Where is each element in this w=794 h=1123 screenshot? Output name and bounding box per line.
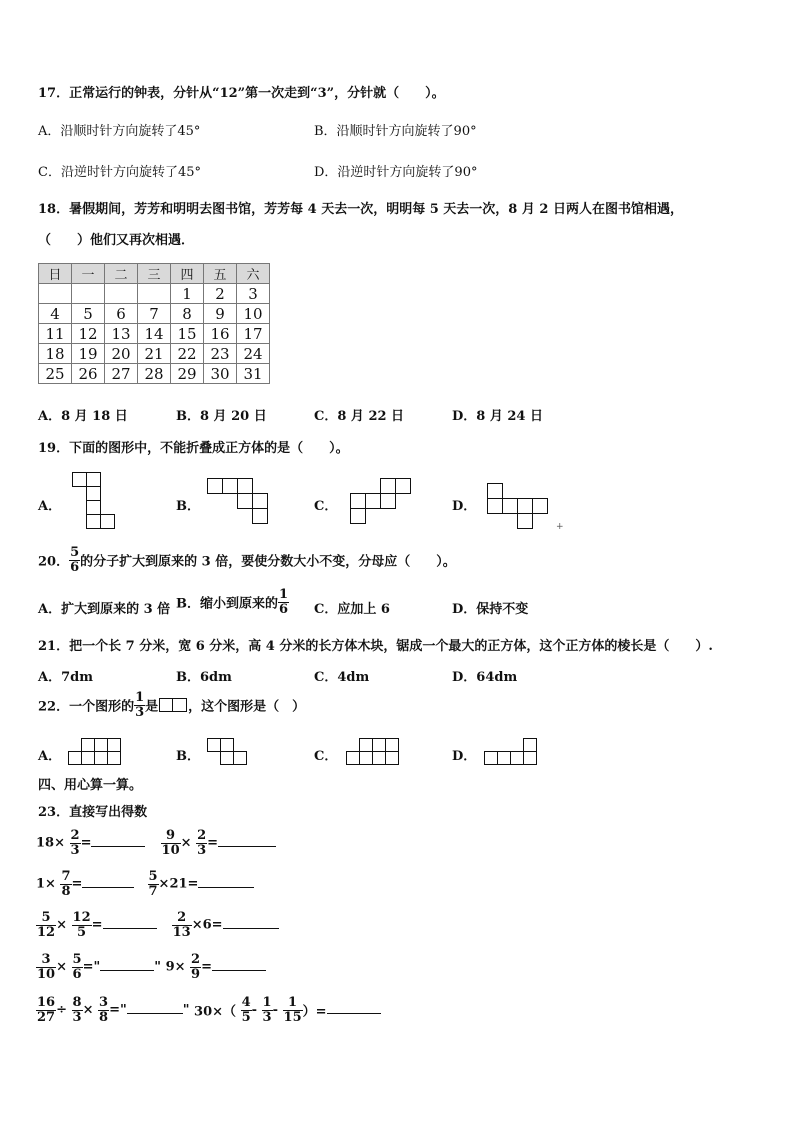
calc-row-1: [36, 829, 276, 857]
calc-row-2: [36, 870, 254, 898]
calc-text: ": [182, 1002, 190, 1018]
frac-num: 12: [72, 910, 91, 925]
calendar-header-row: [39, 264, 270, 284]
calc-text: -: [251, 1002, 258, 1018]
q20-option-b-text: B．缩小到原来的: [176, 596, 278, 612]
calendar-header-cell: 日: [39, 264, 72, 284]
q18-stem-line1: 18．暑假期间，芳芳和明明去图书馆，芳芳每 4 天去一次，明明每 5 天去一次，8 月 2 日两人在图书馆相遇，: [38, 202, 683, 217]
calendar-day: 6: [105, 304, 138, 324]
frac-den: 10: [37, 966, 56, 982]
answer-blank[interactable]: [103, 916, 157, 929]
calc-text: ×: [82, 1002, 94, 1018]
answer-blank[interactable]: [218, 834, 276, 847]
calc-text: ×21=: [158, 876, 199, 892]
calc-text: =": [109, 1002, 127, 1018]
frac-den: 7: [148, 883, 158, 899]
calendar-day: [138, 284, 171, 304]
q23-stem: 23．直接写出得数: [38, 805, 148, 820]
section-heading: 四、用心算一算。: [38, 778, 143, 793]
calc-text: 30×（: [194, 1004, 237, 1020]
q20-frac-num: 5: [70, 545, 80, 560]
calendar-day: 9: [204, 304, 237, 324]
fraction: [161, 829, 181, 857]
q21-option-d[interactable]: D．64dm: [452, 670, 518, 685]
answer-blank[interactable]: [100, 958, 154, 971]
q19-option-d[interactable]: D．: [452, 499, 477, 514]
calc-text: ）=: [302, 1004, 327, 1020]
q17-option-c[interactable]: C．沿逆时针方向旋转了45°: [38, 165, 201, 180]
q20-number: 20．: [38, 554, 70, 570]
frac-den: 6: [72, 966, 82, 982]
frac-den: 3: [262, 1009, 272, 1025]
fraction: [172, 911, 192, 939]
calendar-day: 30: [204, 364, 237, 384]
frac-num: 2: [191, 952, 201, 967]
q18-option-d[interactable]: D．8 月 24 日: [452, 409, 543, 424]
q20-b-frac-den: 6: [279, 601, 289, 617]
frac-num: 2: [197, 828, 207, 843]
calendar-day: 4: [39, 304, 72, 324]
calendar-day: 24: [237, 344, 270, 364]
calc-text: =: [207, 835, 219, 851]
q21-option-c[interactable]: C．4dm: [314, 670, 370, 685]
calendar-header-cell: 二: [105, 264, 138, 284]
answer-blank[interactable]: [82, 875, 134, 888]
frac-num: 1: [283, 996, 303, 1011]
fraction: [241, 996, 252, 1024]
fraction: [72, 911, 92, 939]
calendar-day: 22: [171, 344, 204, 364]
answer-blank[interactable]: [198, 875, 254, 888]
calendar-day: 31: [237, 364, 270, 384]
q17-option-a[interactable]: A．沿顺时针方向旋转了45°: [38, 124, 201, 139]
calc-text: ×: [180, 835, 192, 851]
calendar-header-cell: 六: [237, 264, 270, 284]
answer-blank[interactable]: [91, 834, 145, 847]
q22-two-squares-figure: [159, 698, 187, 712]
q20-stem-text: 的分子扩大到原来的 3 倍，要使分数大小不变，分母应（ ）。: [80, 554, 456, 570]
q22-stem-pre: 22．一个图形的: [38, 699, 135, 715]
frac-num: 2: [70, 828, 80, 843]
q20-option-c[interactable]: C．应加上 6: [314, 602, 390, 617]
calendar-day: 13: [105, 324, 138, 344]
q22-option-a[interactable]: A．: [38, 749, 62, 764]
fraction: [36, 953, 56, 981]
fraction: [98, 996, 109, 1024]
calendar-day: 12: [72, 324, 105, 344]
fraction: [36, 911, 56, 939]
frac-num: 8: [72, 995, 82, 1010]
fraction: [283, 996, 303, 1024]
fraction: [148, 870, 159, 898]
calendar-week-row: [39, 364, 270, 384]
q21-stem: 21．把一个长 7 分米，宽 6 分米，高 4 分米的长方体木块，锯成一个最大的正方体，这个正方体的棱长是（ ）.: [38, 639, 713, 654]
frac-num: 3: [99, 995, 109, 1010]
q22-frac-den: 3: [135, 704, 145, 720]
fraction: [72, 996, 83, 1024]
q19-option-c[interactable]: C．: [314, 499, 338, 514]
calc-text: ÷: [56, 1002, 67, 1018]
frac-den: 13: [172, 924, 191, 940]
q22-option-c[interactable]: C．: [314, 749, 338, 764]
calendar-day: 20: [105, 344, 138, 364]
calendar-day: 27: [105, 364, 138, 384]
calc-text: ": [154, 959, 162, 975]
q22-stem-mid: 是: [145, 699, 159, 715]
q20-fraction: [69, 546, 80, 574]
calc-text: 9×: [165, 959, 186, 975]
q20-option-d[interactable]: D．保持不变: [452, 602, 529, 617]
small-plus-mark: +: [556, 522, 564, 532]
q22-fraction: [134, 691, 145, 719]
calc-row-5: [36, 996, 381, 1024]
frac-den: 10: [161, 842, 180, 858]
q18-stem-line2: （ ）他们又再次相遇．: [38, 233, 195, 248]
q22-stem-post: ，这个图形是（ ）: [188, 699, 306, 715]
frac-den: 9: [191, 966, 201, 982]
q20-option-b-fraction: [278, 588, 289, 616]
calendar-day: 23: [204, 344, 237, 364]
q20-option-a[interactable]: A．扩大到原来的 3 倍: [38, 602, 171, 617]
frac-num: 5: [36, 911, 56, 926]
q19-option-b[interactable]: B．: [176, 499, 200, 514]
calendar-day: 2: [204, 284, 237, 304]
q19-option-a[interactable]: A．: [38, 499, 62, 514]
q17-stem: 17．正常运行的钟表，分针从“12”第一次走到“3”，分针就（ ）。: [38, 86, 445, 101]
calendar-day: 3: [237, 284, 270, 304]
frac-num: 5: [148, 869, 158, 884]
q17-option-d[interactable]: D．沿逆时针方向旋转了90°: [314, 165, 478, 180]
calc-text: 1×: [36, 876, 56, 892]
q22-frac-num: 1: [135, 690, 145, 705]
fraction: [262, 996, 273, 1024]
q22-option-d[interactable]: D．: [452, 749, 477, 764]
calendar-day: 19: [72, 344, 105, 364]
frac-den: 3: [70, 842, 80, 858]
calendar-day: 5: [72, 304, 105, 324]
q20-frac-den: 6: [70, 559, 80, 575]
q21-option-b[interactable]: B．6dm: [176, 670, 232, 685]
calendar-day: 17: [237, 324, 270, 344]
calendar-day: 26: [72, 364, 105, 384]
calendar-week-row: [39, 344, 270, 364]
calc-text: -: [272, 1002, 278, 1018]
q18-option-b[interactable]: B．8 月 20 日: [176, 409, 267, 424]
frac-den: 8: [61, 883, 71, 899]
calc-text: ×: [56, 959, 67, 975]
fraction: [36, 996, 56, 1024]
q22-option-b[interactable]: B．: [176, 749, 200, 764]
calendar-week-row: [39, 304, 270, 324]
frac-num: 16: [37, 995, 56, 1010]
calendar-day: [105, 284, 138, 304]
frac-num: 1: [262, 995, 272, 1010]
fraction: [60, 870, 71, 898]
calendar-day: 29: [171, 364, 204, 384]
calc-text: ×6=: [191, 917, 223, 933]
q20-option-b[interactable]: [176, 588, 289, 616]
answer-blank[interactable]: [223, 916, 279, 929]
calc-row-4: [36, 953, 266, 981]
calendar-week-row: [39, 324, 270, 344]
q20-b-frac-num: 1: [279, 587, 289, 602]
calc-row-3: [36, 911, 279, 939]
calendar-day: [72, 284, 105, 304]
calc-text: =: [80, 835, 92, 851]
frac-num: 9: [161, 829, 181, 844]
frac-den: 3: [72, 1009, 82, 1025]
calc-text: ×: [56, 917, 67, 933]
calendar-week-row: [39, 284, 270, 304]
calendar-day: 8: [171, 304, 204, 324]
fraction: [196, 829, 207, 857]
calc-text: =: [71, 876, 83, 892]
calendar-day: 21: [138, 344, 171, 364]
q19-stem: 19．下面的图形中，不能折叠成正方体的是（ ）。: [38, 441, 349, 456]
answer-blank[interactable]: [327, 1001, 381, 1014]
calc-text: =: [91, 917, 103, 933]
calc-text: 18×: [36, 835, 65, 851]
calendar-day: [39, 284, 72, 304]
frac-num: 4: [241, 995, 251, 1010]
calc-text: =": [82, 959, 101, 975]
fraction: [190, 953, 201, 981]
calendar-header-cell: 五: [204, 264, 237, 284]
calendar-day: 7: [138, 304, 171, 324]
calendar-day: 10: [237, 304, 270, 324]
calendar-header-cell: 三: [138, 264, 171, 284]
q18-option-c[interactable]: C．8 月 22 日: [314, 409, 405, 424]
fraction: [70, 829, 81, 857]
frac-den: 3: [197, 842, 207, 858]
frac-num: 3: [36, 953, 56, 968]
frac-den: 8: [99, 1009, 109, 1025]
frac-num: 2: [172, 911, 192, 926]
q20-stem: [38, 546, 456, 574]
answer-blank[interactable]: [212, 958, 266, 971]
answer-blank[interactable]: [127, 1001, 183, 1014]
calendar-table: [38, 263, 270, 384]
frac-den: 15: [283, 1009, 302, 1025]
calendar-day: 14: [138, 324, 171, 344]
calendar-day: 18: [39, 344, 72, 364]
q22-stem: [38, 691, 305, 719]
calendar-day: 16: [204, 324, 237, 344]
calendar-header-cell: 一: [72, 264, 105, 284]
calendar-day: 1: [171, 284, 204, 304]
q21-option-a[interactable]: A．7dm: [38, 670, 93, 685]
q18-option-a[interactable]: A．8 月 18 日: [38, 409, 128, 424]
frac-den: 12: [37, 924, 56, 940]
calc-text: =: [201, 959, 212, 975]
calendar-day: 25: [39, 364, 72, 384]
frac-num: 5: [72, 952, 82, 967]
frac-num: 7: [61, 869, 71, 884]
calendar-day: 15: [171, 324, 204, 344]
calendar-day: 11: [39, 324, 72, 344]
frac-den: 27: [37, 1009, 56, 1025]
fraction: [72, 953, 83, 981]
q17-option-b[interactable]: B．沿顺时针方向旋转了90°: [314, 124, 477, 139]
calendar-day: 28: [138, 364, 171, 384]
frac-den: 5: [77, 924, 87, 940]
frac-den: 5: [241, 1009, 251, 1025]
calendar-header-cell: 四: [171, 264, 204, 284]
